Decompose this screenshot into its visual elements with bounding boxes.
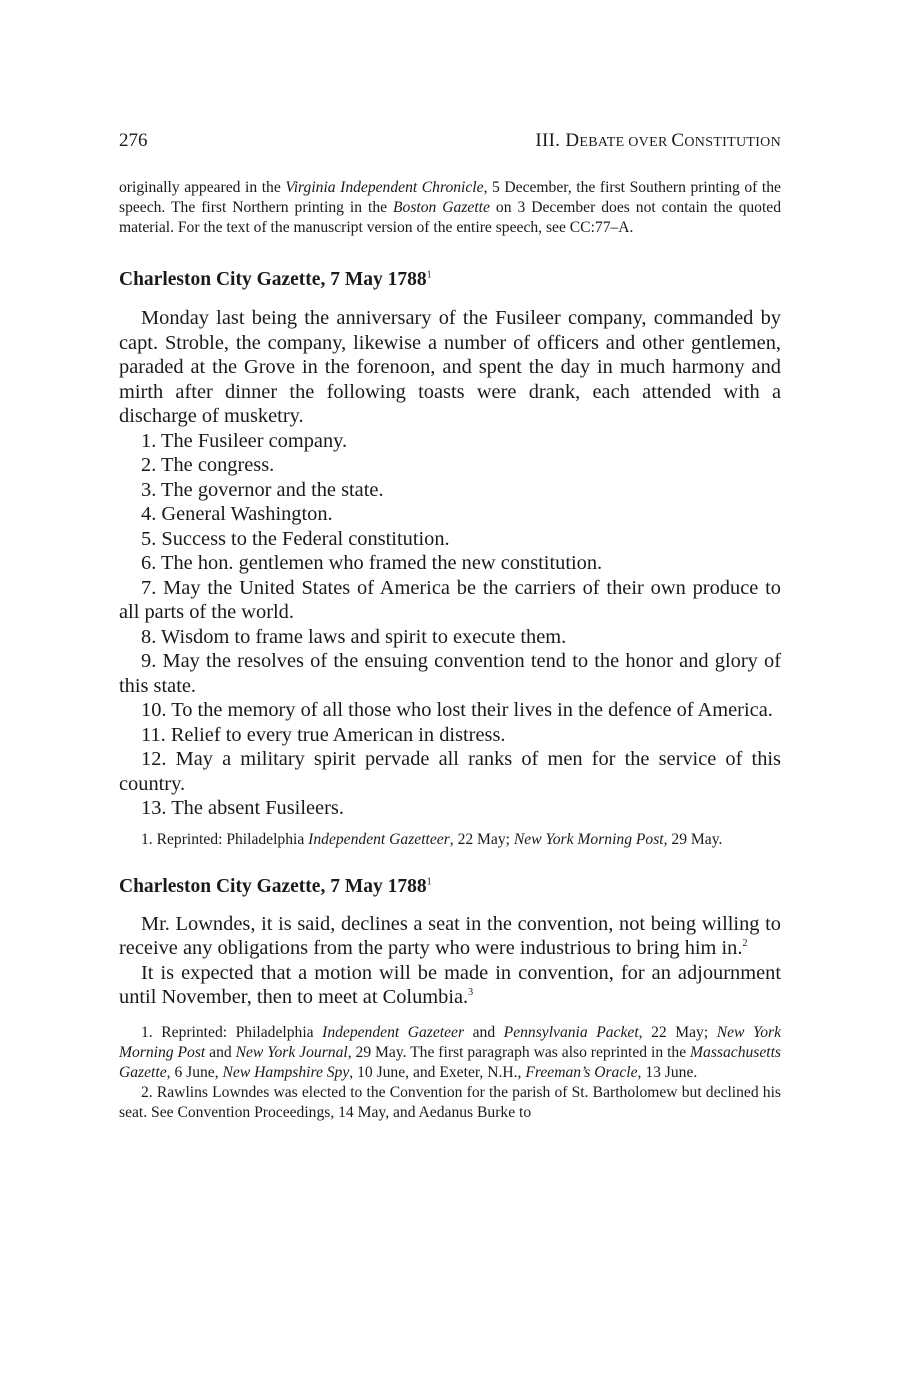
- intro-note: [119, 178, 781, 238]
- running-head: [119, 128, 781, 156]
- toast-item: 8. Wisdom to frame laws and spirit to execute them.: [141, 625, 567, 648]
- page-number: 276: [119, 130, 148, 151]
- entry1-footnote-1: [119, 830, 781, 850]
- fn-italic: Freeman’s Oracle: [525, 1063, 638, 1081]
- fn-text: , 29 May. The first paragraph was also reprinted in the: [347, 1043, 691, 1061]
- fn-italic: Independent Gazeteer: [322, 1023, 465, 1041]
- fn-italic: Massachusetts Gazette: [119, 1043, 782, 1081]
- entry2-paragraph-1: [119, 912, 781, 961]
- toast-item: 7. May the United States of America be the carriers of their own produce to all parts of the world.: [119, 576, 781, 623]
- note-ref-3: 3: [468, 987, 474, 999]
- entry1-body: [119, 306, 781, 821]
- intro-italic-1: Virginia Independent Chronicle: [285, 179, 484, 196]
- section-title-rest-2: ONSTITUTION: [684, 135, 781, 150]
- section-numeral: III.: [535, 130, 566, 151]
- entry2-footnotes: [119, 1023, 781, 1123]
- fn-italic: New Hampshire Spy: [222, 1063, 350, 1081]
- entry1-heading-note-ref: 1: [426, 269, 432, 281]
- intro-italic-2: Boston Gazette: [393, 199, 490, 216]
- intro-text-2: , 5 December, the first Southern printing of the speech. The first Northern printing in the: [119, 179, 781, 216]
- toast-item: 9. May the resolves of the ensuing convention tend to the honor and glory of this state.: [119, 650, 781, 697]
- fn-text: , 29 May.: [663, 830, 723, 848]
- note-ref-2: 2: [742, 938, 748, 950]
- fn-text: and: [464, 1023, 504, 1041]
- fn-text: , 6 June,: [166, 1063, 223, 1081]
- fn-text: , 13 June.: [637, 1063, 698, 1081]
- intro-text-3: on 3 December does not contain the quoted material. For the text of the manuscript version of the entire speech, see CC:77–A.: [119, 199, 782, 236]
- fn-italic: New York Morning Post: [513, 830, 664, 848]
- entry2-heading-text: Charleston City Gazette, 7 May 1788: [119, 875, 427, 897]
- toast-item: 11. Relief to every true American in distress.: [141, 723, 506, 746]
- toast-item: 1. The Fusileer company.: [141, 429, 348, 452]
- document-page: [119, 128, 781, 1123]
- entry2-heading-note-ref: 1: [426, 876, 432, 887]
- section-title-rest-1: EBATE OVER: [579, 135, 672, 150]
- fn-italic: New York Morning Post: [119, 1023, 782, 1061]
- fn-text: , 10 June, and Exeter, N.H.,: [349, 1063, 526, 1081]
- entry1-heading: [119, 267, 781, 293]
- toast-item: 13. The absent Fusileers.: [141, 797, 344, 819]
- entry1-footnotes: [119, 830, 781, 850]
- entry2-heading: [119, 874, 781, 900]
- toast-item: 5. Success to the Federal constitution.: [141, 527, 450, 550]
- entry1-heading-text: Charleston City Gazette, 7 May 1788: [119, 269, 427, 290]
- toast-item: 6. The hon. gentlemen who framed the new constitution.: [141, 552, 603, 574]
- entry2-paragraph-1-text: Mr. Lowndes, it is said, declines a seat in the convention, not being willing to receive any obligations from the party who were industrious to bring him in.: [119, 912, 781, 959]
- intro-text-1: originally appeared in the: [119, 179, 286, 196]
- intro-note-text: [119, 178, 781, 238]
- fn-italic: Pennsylvania Packet: [503, 1023, 639, 1041]
- entry2-paragraph-2: [119, 961, 781, 1010]
- toast-item: 12. May a military spirit pervade all ranks of men for the service of this country.: [119, 748, 781, 795]
- section-title: [535, 128, 781, 156]
- fn-text: 1. Reprinted: Philadelphia: [141, 1023, 323, 1041]
- fn-italic: Independent Gazetteer: [308, 830, 450, 848]
- entry2-footnote-1: [119, 1023, 781, 1083]
- entry2-footnote-2: 2. Rawlins Lowndes was elected to the Convention for the parish of St. Bartholomew but declined his seat. See Convention Proceedings, 14 May, and Aedanus Burke to: [119, 1083, 781, 1121]
- fn-text: 1. Reprinted: Philadelphia: [141, 830, 309, 848]
- entry1-paragraph: Monday last being the anniversary of the Fusileer company, commanded by capt. Stroble, the company, likewise a number of officers and other gentlemen, paraded at the Grove in the forenoon, and spent the day in much harmony and mirth after dinner the following toasts were drank, each attended with a discharge of musketry.: [119, 307, 781, 427]
- toast-item: 4. General Washington.: [141, 503, 333, 525]
- fn-text: and: [205, 1043, 236, 1061]
- fn-text: , 22 May;: [638, 1023, 717, 1041]
- toast-item: 2. The congress.: [141, 454, 275, 476]
- toast-item: 10. To the memory of all those who lost their lives in the defence of America.: [141, 699, 773, 721]
- fn-text: , 22 May;: [449, 830, 514, 848]
- toast-item: 3. The governor and the state.: [141, 478, 384, 501]
- section-title-initial-2: C: [671, 130, 685, 151]
- section-title-initial-1: D: [565, 130, 580, 151]
- fn-italic: New York Journal: [235, 1043, 348, 1061]
- entry2-body: [119, 912, 781, 1010]
- entry2-paragraph-2-text: It is expected that a motion will be made in convention, for an adjournment until November, then to meet at Columbia.: [119, 961, 781, 1008]
